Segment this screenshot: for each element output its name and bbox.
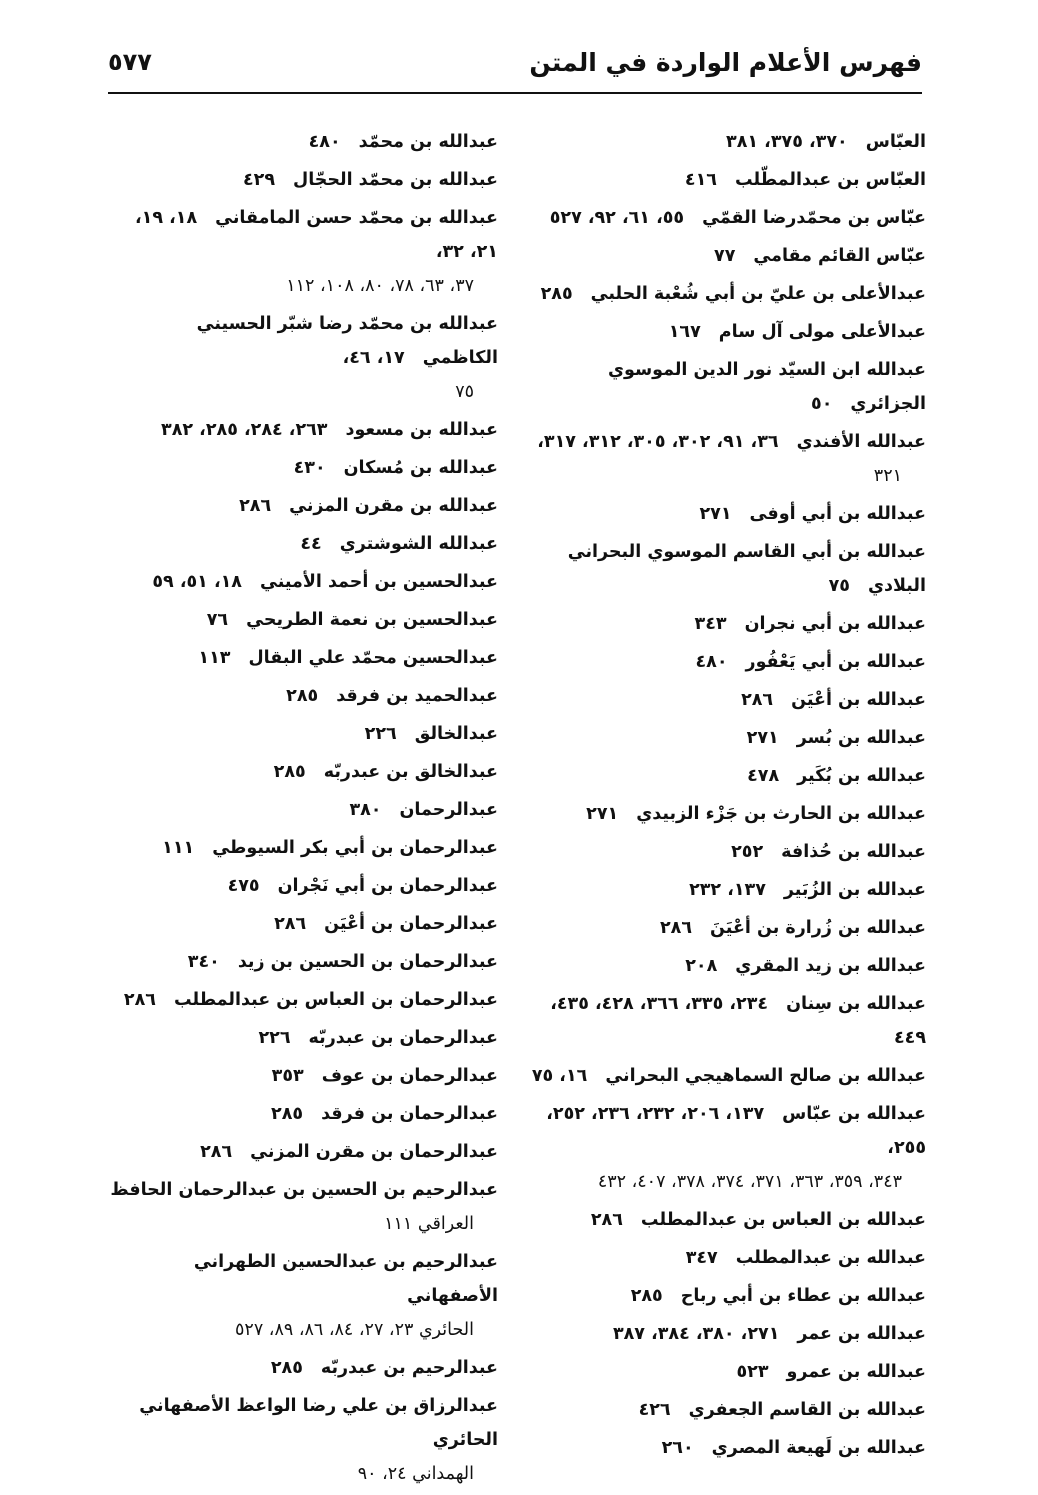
entry-name: عبدالله بن سِنان (786, 994, 926, 1014)
entry-pages: ٣٦، ٩١، ٣٠٢، ٣٠٥، ٣١٢، ٣١٧، (537, 432, 779, 452)
entry-pages: ١٣٧، ٢٣٢ (689, 880, 766, 900)
entry-pages: ٣٧٠، ٣٧٥، ٣٨١ (726, 132, 848, 152)
entry-pages: ١٨، ١٩، ٢١، ٣٢، (135, 208, 498, 262)
entry-pages: ٥٠ (811, 394, 833, 414)
entry-name: عبدالرحمان بن عبدربّه (308, 1028, 498, 1048)
entry-name: عبدالحسين محمّد علي البقال (248, 648, 498, 668)
index-entry (108, 1097, 498, 1131)
entry-name: عبدالحميد بن فرقد (336, 686, 498, 706)
entry-pages: ٢٨٦ (239, 496, 272, 516)
index-entry (108, 641, 498, 675)
index-entry (531, 425, 926, 493)
entry-pages: ٢٨٦ (200, 1142, 233, 1162)
index-entry (108, 1351, 498, 1385)
entry-pages: ٢٥٢ (731, 842, 764, 862)
index-entry (108, 565, 498, 599)
entry-name: عبدالأعلى بن عليّ بن أبي شُعْبة الحلبي (590, 284, 926, 304)
entry-pages: ٣٤٠ (187, 952, 220, 972)
entry-pages: ٢٨٥ (271, 1104, 304, 1124)
entry-pages: ٢٨٥ (540, 284, 573, 304)
index-entry (108, 755, 498, 789)
index-entry (108, 603, 498, 637)
entry-name: عبدالرحمان (399, 800, 498, 820)
entry-name: عبدالحسين بن أحمد الأميني (260, 572, 498, 592)
index-entry (108, 451, 498, 485)
entry-pages: ١٣٧، ٢٠٦، ٢٣٢، ٢٣٦، ٢٥٢، ٢٥٥، (546, 1104, 926, 1158)
index-entry (531, 987, 926, 1055)
entry-name: عبدالله بن أبي يَعْفُور (745, 652, 926, 672)
index-entry (531, 835, 926, 869)
index-column-right (531, 125, 926, 1469)
index-entry (531, 1203, 926, 1237)
index-entry (531, 1393, 926, 1427)
entry-pages: ٢٣٤، ٣٣٥، ٣٦٦، ٤٢٨، ٤٣٥، ٤٤٩ (550, 994, 926, 1048)
entry-pages: ٢٨٥ (630, 1286, 663, 1306)
entry-name: العبّاس بن عبدالمطّلب (734, 170, 926, 190)
entry-pages: ٤١٦ (684, 170, 717, 190)
index-entry (531, 873, 926, 907)
entry-name: عبدالخالق (414, 724, 498, 744)
entry-name: عبدالرحمان بن الحسين بن زيد (237, 952, 498, 972)
entry-pages: ٣٤٧ (685, 1248, 718, 1268)
index-entry (108, 527, 498, 561)
entry-pages: ٢٢٦ (258, 1028, 291, 1048)
index-entry (108, 793, 498, 827)
entry-pages: ١١٣ (198, 648, 231, 668)
index-entry (531, 607, 926, 641)
entry-pages: ٢٧١ (746, 728, 779, 748)
entry-pages: ٤٣٠ (293, 458, 326, 478)
entry-pages: ٤٢٩ (242, 170, 276, 190)
entry-pages: ٣٤٣ (694, 614, 727, 634)
entry-pages: ٧٧ (714, 246, 736, 266)
entry-name: عبدالله بن مُسكان (343, 458, 498, 478)
index-entry (531, 353, 926, 421)
index-entry (108, 983, 498, 1017)
entry-name: عبدالله بن محمّد رضا شبّر الحسيني الكاظمي (196, 314, 498, 368)
entry-name: عبدالرحيم بن عبدربّه (320, 1358, 498, 1378)
index-entry (108, 307, 498, 409)
entry-pages: ٧٥ (828, 576, 850, 596)
entry-pages: ٢٧١، ٣٨٠، ٣٨٤، ٣٨٧ (612, 1324, 780, 1344)
index-entry (108, 1173, 498, 1241)
entry-continuation: العراقي ١١١ (384, 1214, 474, 1234)
entry-pages: ٢٧١ (699, 504, 732, 524)
entry-name: عبدالحسين بن نعمة الطريحي (246, 610, 498, 630)
entry-pages: ٢٨٦ (660, 918, 693, 938)
index-entry (108, 831, 498, 865)
entry-pages: ٥٢٣ (736, 1362, 769, 1382)
entry-name: عبدالأعلى مولى آل سام (718, 322, 926, 342)
entry-name: عبدالله بن محمّد الحجّال (293, 170, 498, 190)
entry-pages: ٣٥٣ (271, 1066, 304, 1086)
index-entry (108, 717, 498, 751)
entry-pages: ٤٨٠ (695, 652, 728, 672)
entry-pages: ٢٢٦ (364, 724, 397, 744)
entry-name: عبدالرحمان بن أبي بكر السيوطي (212, 838, 498, 858)
index-entry (531, 797, 926, 831)
entry-name: عبدالله بن القاسم الجعفري (688, 1400, 926, 1420)
entry-name: عبدالله بن عبّاس (782, 1104, 926, 1124)
entry-name: عبدالله بن أبي أوفى (749, 504, 926, 524)
entry-name: عبدالله بن الزُبَير (783, 880, 926, 900)
entry-pages: ٤٤ (300, 534, 322, 554)
entry-name: العبّاس (865, 132, 926, 152)
entry-name: عبدالله بن محمّد حسن المامقاني (215, 208, 498, 228)
entry-name: عبدالله بن عطاء بن أبي رباح (680, 1286, 926, 1306)
entry-pages: ٢٦٠ (661, 1438, 694, 1458)
page-title: فهرس الأعلام الواردة في المتن (529, 48, 922, 77)
index-entry (531, 683, 926, 717)
entry-name: عبدالله بن أبي نجران (744, 614, 926, 634)
entry-continuation: ٧٥ (455, 382, 474, 402)
header-divider (108, 92, 922, 94)
entry-name: عبدالرحمان بن أعْيَن (324, 914, 498, 934)
index-entry (108, 163, 498, 197)
index-entry (108, 1059, 498, 1093)
entry-continuation: ٣٧، ٦٣، ٧٨، ٨٠، ١٠٨، ١١٢ (286, 276, 474, 296)
entry-continuation: الحائري ٢٣، ٢٧، ٨٤، ٨٦، ٨٩، ٥٢٧ (235, 1320, 474, 1340)
index-entry (531, 949, 926, 983)
index-entry (531, 1097, 926, 1199)
index-entry (531, 535, 926, 603)
index-entry (531, 125, 926, 159)
entry-name: عبدالله بن محمّد (358, 132, 498, 152)
index-entry (108, 1021, 498, 1055)
entry-name: عبدالله بن العباس بن عبدالمطلب (640, 1210, 926, 1230)
entry-name: عبدالله بن لَهيعة المصري (711, 1438, 926, 1458)
entry-name: عبدالله بن زُرارة بن أعْيَنَ (710, 918, 926, 938)
entry-name: عبدالخالق بن عبدربّه (323, 762, 498, 782)
index-entry (531, 721, 926, 755)
index-entry (531, 497, 926, 531)
entry-name: عبدالرحمان بن مقرن المزني (250, 1142, 498, 1162)
entry-pages: ١٨، ٥١، ٥٩ (152, 572, 242, 592)
entry-name: عبدالله بن صالح السماهيجي البحراني (605, 1066, 926, 1086)
index-entry (531, 163, 926, 197)
entry-continuation: ٣٤٣، ٣٥٩، ٣٦٣، ٣٧١، ٣٧٤، ٣٧٨، ٤٠٧، ٤٣٢ (597, 1172, 902, 1192)
entry-name: عبدالله بن الحارث بن جَزْء الزبيدي (636, 804, 926, 824)
index-entry (108, 413, 498, 447)
entry-name: عبدالله بن زيد المقري (735, 956, 926, 976)
index-entry (108, 945, 498, 979)
entry-pages: ٢٠٨ (685, 956, 718, 976)
entry-name: عبدالله بن أعْيَن (791, 690, 926, 710)
index-entry (108, 679, 498, 713)
entry-name: عبدالله بن عمر (797, 1324, 926, 1344)
index-entry (108, 489, 498, 523)
entry-name: عبدالله بن بُكَير (797, 766, 926, 786)
entry-pages: ٢٧١ (586, 804, 619, 824)
index-entry (531, 645, 926, 679)
index-entry (108, 201, 498, 303)
entry-pages: ٢٨٥ (270, 1358, 303, 1378)
entry-pages: ٤٧٨ (747, 766, 780, 786)
entry-pages: ٢٨٥ (286, 686, 319, 706)
entry-continuation: الهمداني ٢٤، ٩٠ (357, 1464, 474, 1484)
entry-name: عبدالله بن أبي القاسم الموسوي البحراني البلادي (567, 542, 926, 596)
index-entry (108, 1245, 498, 1347)
entry-pages: ١١١ (162, 838, 195, 858)
index-entry (108, 869, 498, 903)
index-entry (531, 1355, 926, 1389)
entry-name: عبدالله ابن السيّد نور الدين الموسوي الجزائري (607, 360, 926, 414)
index-entry (531, 1431, 926, 1465)
entry-pages: ١٦٧ (668, 322, 701, 342)
entry-pages: ٤٢٦ (638, 1400, 671, 1420)
entry-name: عبدالله بن عمرو (786, 1362, 926, 1382)
index-column-left (108, 125, 498, 1495)
index-entry (531, 239, 926, 273)
entry-pages: ٢٨٥ (273, 762, 306, 782)
entry-name: عبّاس بن محمّدرضا القمّي (702, 208, 926, 228)
entry-name: عبدالله بن عبدالمطلب (735, 1248, 926, 1268)
entry-pages: ٤٨٠ (308, 132, 341, 152)
entry-pages: ١٦، ٧٥ (531, 1066, 588, 1086)
entry-name: عبدالرحمان بن أبي نَجْران (277, 876, 498, 896)
index-entry (531, 1317, 926, 1351)
entry-name: عبدالله بن بُسر (796, 728, 926, 748)
index-entry (531, 201, 926, 235)
index-entry (531, 315, 926, 349)
entry-continuation: ٣٢١ (873, 466, 902, 486)
index-entry (108, 125, 498, 159)
entry-name: عبدالرزاق بن علي رضا الواعظ الأصفهاني الحائري (139, 1396, 498, 1450)
entry-name: عبّاس القائم مقامي (753, 246, 926, 266)
index-entry (108, 1389, 498, 1491)
index-entry (531, 911, 926, 945)
index-entry (531, 1241, 926, 1275)
entry-name: عبدالرحمان بن العباس بن عبدالمطلب (173, 990, 498, 1010)
entry-pages: ٢٨٦ (590, 1210, 623, 1230)
entry-name: عبدالرحيم بن عبدالحسين الطهراني الأصفهاني (193, 1252, 498, 1306)
entry-pages: ٧٦ (206, 610, 229, 630)
entry-name: عبدالله بن حُذافة (781, 842, 926, 862)
entry-name: عبدالرحمان بن عوف (321, 1066, 498, 1086)
entry-name: عبدالرحيم بن الحسين بن عبدالرحمان الحافظ (110, 1180, 498, 1200)
entry-pages: ٢٨٦ (274, 914, 307, 934)
index-entry (531, 277, 926, 311)
page-number: ٥٧٧ (108, 48, 152, 76)
index-entry (531, 1059, 926, 1093)
page-header (108, 42, 922, 92)
index-entry (108, 907, 498, 941)
entry-pages: ٤٧٥ (227, 876, 260, 896)
entry-name: عبدالله بن مسعود (345, 420, 498, 440)
entry-name: عبدالله الأفندي (796, 432, 926, 452)
entry-name: عبدالله الشوشتري (339, 534, 498, 554)
entry-name: عبدالله بن مقرن المزني (289, 496, 498, 516)
entry-pages: ٥٥، ٦١، ٩٢، ٥٢٧ (549, 208, 685, 228)
entry-pages: ٢٦٣، ٢٨٤، ٢٨٥، ٣٨٢ (161, 420, 328, 440)
index-entry (531, 759, 926, 793)
index-entry (108, 1135, 498, 1169)
entry-pages: ٢٨٦ (123, 990, 156, 1010)
entry-pages: ٣٨٠ (349, 800, 382, 820)
entry-name: عبدالرحمان بن فرقد (321, 1104, 498, 1124)
index-entry (531, 1279, 926, 1313)
entry-pages: ٢٨٦ (741, 690, 774, 710)
entry-pages: ١٧، ٤٦، (342, 348, 405, 368)
